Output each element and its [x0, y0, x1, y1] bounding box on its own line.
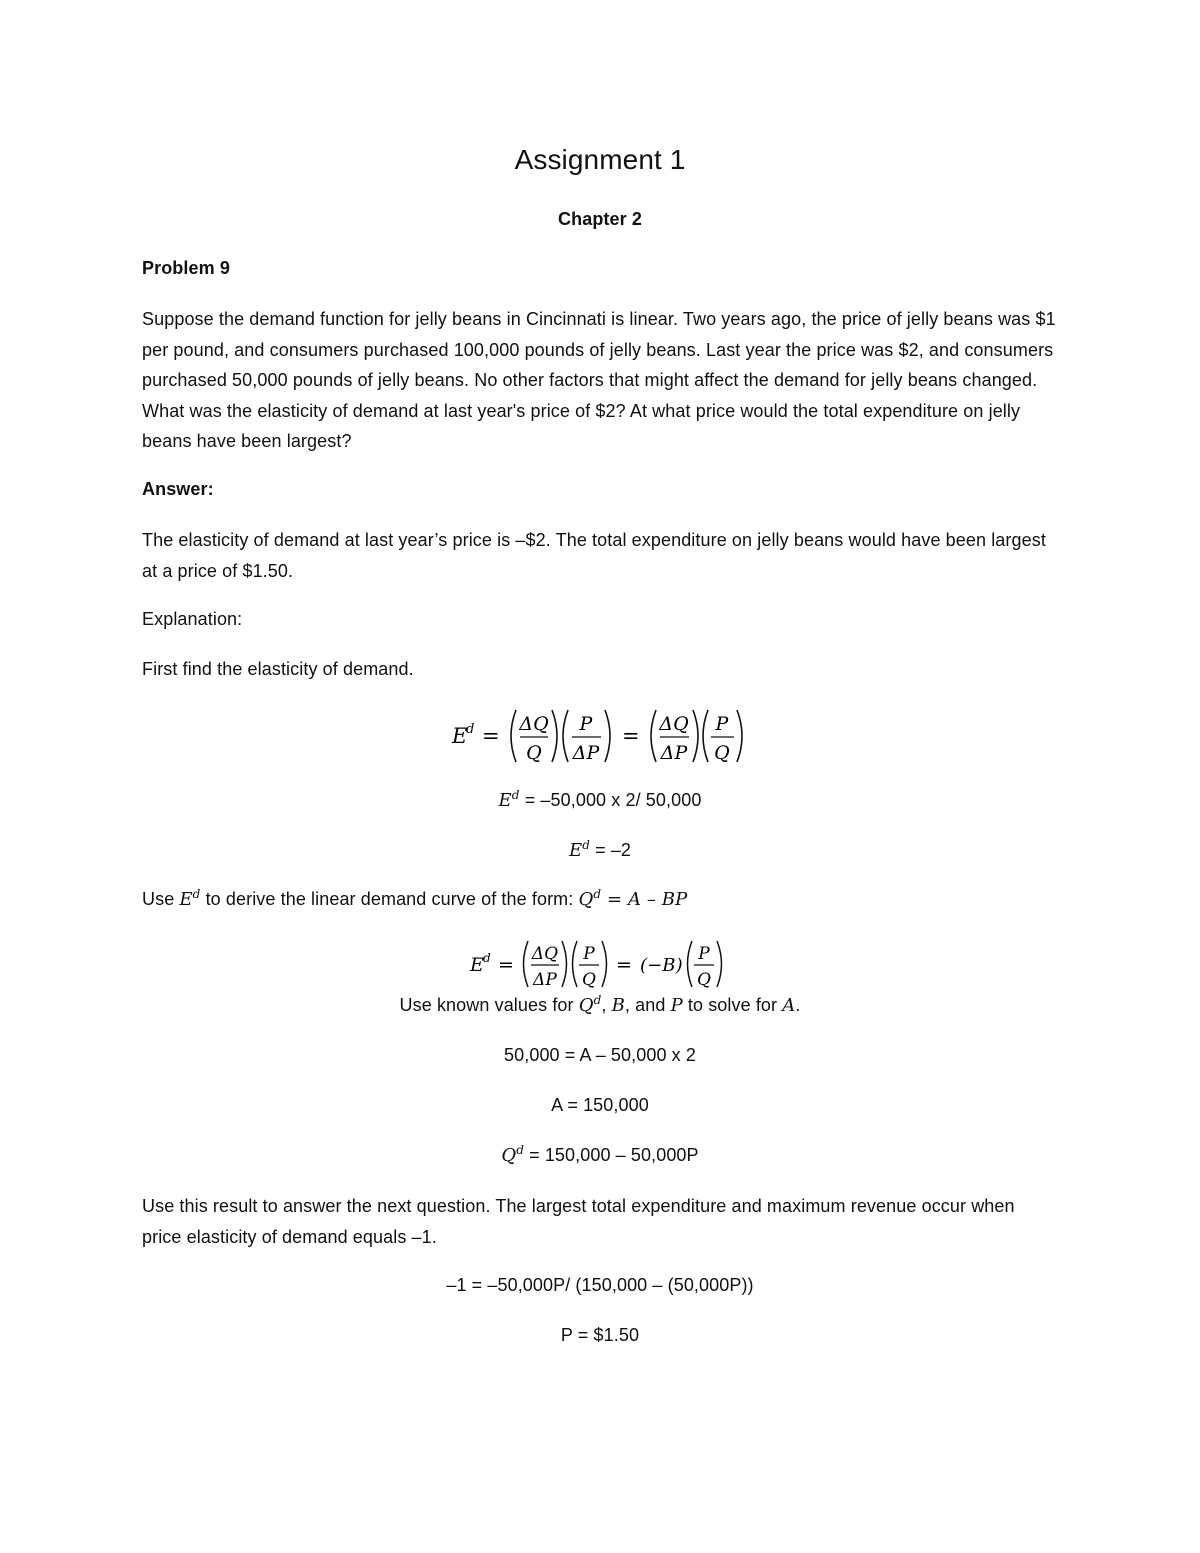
eq4-frac3-num: P [698, 944, 710, 964]
page-title: Assignment 1 [514, 144, 686, 175]
eq4-lhs-sup: d [483, 951, 491, 965]
chapter-heading: Chapter 2 [558, 209, 642, 229]
problem-text: Suppose the demand function for jelly beans in Cincinnati is linear. Two years ago, the price of jelly beans was $1 per pound, and consumers purchased 100,000 pounds of jelly beans. Last year the price was $2, and consumers purchased 50,000 pounds of jelly beans. No other factors that might affect the demand for jelly beans changed. What was the elasticity of demand at last year's price of $2? At what price would the total expenditure on jelly beans have been largest? [142, 309, 1056, 451]
elasticity-linear-formula [468, 933, 738, 995]
eq1-frac4-den: Q [714, 742, 730, 764]
eq4-frac3-den: Q [696, 970, 712, 990]
step3-a: A [782, 995, 796, 1016]
step-max-expenditure: Use this result to answer the next question. The largest total expenditure and maximum revenue occur when price elasticity of demand equals –1. [142, 1196, 1015, 1247]
equation-elasticity-calc [142, 790, 1058, 811]
eq4-frac1-den: ΔP [533, 970, 557, 990]
equation-elasticity-result [142, 840, 1058, 861]
equation-solve-a: 50,000 = A – 50,000 x 2 [504, 1045, 696, 1065]
eq4-equals-2: = [616, 954, 633, 976]
problem-label: Problem 9 [142, 258, 230, 278]
step-derive-demand-curve [142, 889, 687, 910]
eq3-lhs: E [568, 840, 583, 861]
eq1-frac2-den: ΔP [572, 742, 600, 764]
answer-label: Answer: [142, 479, 214, 499]
step2-pre: Use [142, 889, 180, 909]
eq1-frac1-den: Q [526, 742, 542, 764]
eq4-frac2-den: Q [581, 970, 597, 990]
explanation-label: Explanation: [142, 609, 243, 629]
step2-post: = A – BP [601, 889, 688, 910]
eq4-frac2-num: P [583, 944, 595, 964]
step3-q-sup: d [593, 993, 602, 1007]
eq1-frac4-num: P [715, 713, 729, 735]
eq1-equals-2: = [622, 724, 640, 748]
eq4-lhs: E [470, 954, 484, 976]
step3-end: . [795, 995, 801, 1015]
eq4-neg-b: (−B) [640, 955, 683, 976]
step2-q: Q [578, 889, 594, 910]
eq4-equals-1: = [498, 954, 515, 976]
step-solve-for-a [142, 995, 1058, 1016]
step3-p: P [670, 995, 683, 1016]
step2-e-sup: d [192, 887, 201, 901]
step2-q-sup: d [593, 887, 602, 901]
eq7-q: Q [501, 1145, 517, 1166]
eq2-rhs: = –50,000 x 2/ 50,000 [519, 790, 702, 810]
eq3-rhs: = –2 [590, 840, 632, 860]
step3-mid1: , [601, 995, 612, 1015]
eq1-frac1-num: ΔQ [519, 713, 549, 735]
answer-text: The elasticity of demand at last year’s price is –$2. The total expenditure on jelly beans would have been largest at a price of $1.50. [142, 530, 1046, 581]
step2-mid: to derive the linear demand curve of the form: [200, 889, 579, 909]
eq3-sup: d [582, 838, 590, 852]
equation-a-value: A = 150,000 [551, 1095, 649, 1115]
step3-mid3: to solve for [682, 995, 783, 1015]
eq1-lhs: E [452, 724, 468, 748]
step3-b: B [611, 995, 625, 1016]
eq2-sup: d [511, 788, 520, 802]
eq7-sup: d [516, 1143, 524, 1157]
eq1-frac2-num: P [579, 713, 593, 735]
eq2-lhs: E [498, 790, 512, 811]
step3-mid2: , and [624, 995, 671, 1015]
eq1-frac3-num: ΔQ [659, 713, 689, 735]
eq1-equals-1: = [482, 724, 500, 748]
equation-demand-curve [142, 1145, 1058, 1166]
step2-e: E [179, 889, 193, 910]
eq1-lhs-sup: d [466, 722, 475, 737]
equation-price-result: P = $1.50 [560, 1325, 640, 1345]
step3-q: Q [578, 995, 594, 1016]
equation-unit-elasticity: –1 = –50,000P/ (150,000 – (50,000P)) [446, 1275, 754, 1295]
eq1-frac3-den: ΔP [660, 742, 688, 764]
eq7-rhs: = 150,000 – 50,000P [524, 1145, 699, 1165]
step-find-elasticity: First find the elasticity of demand. [142, 659, 414, 679]
elasticity-formula [448, 700, 768, 770]
eq4-frac1-num: ΔQ [531, 944, 559, 964]
step3-pre: Use known values for [399, 995, 579, 1015]
